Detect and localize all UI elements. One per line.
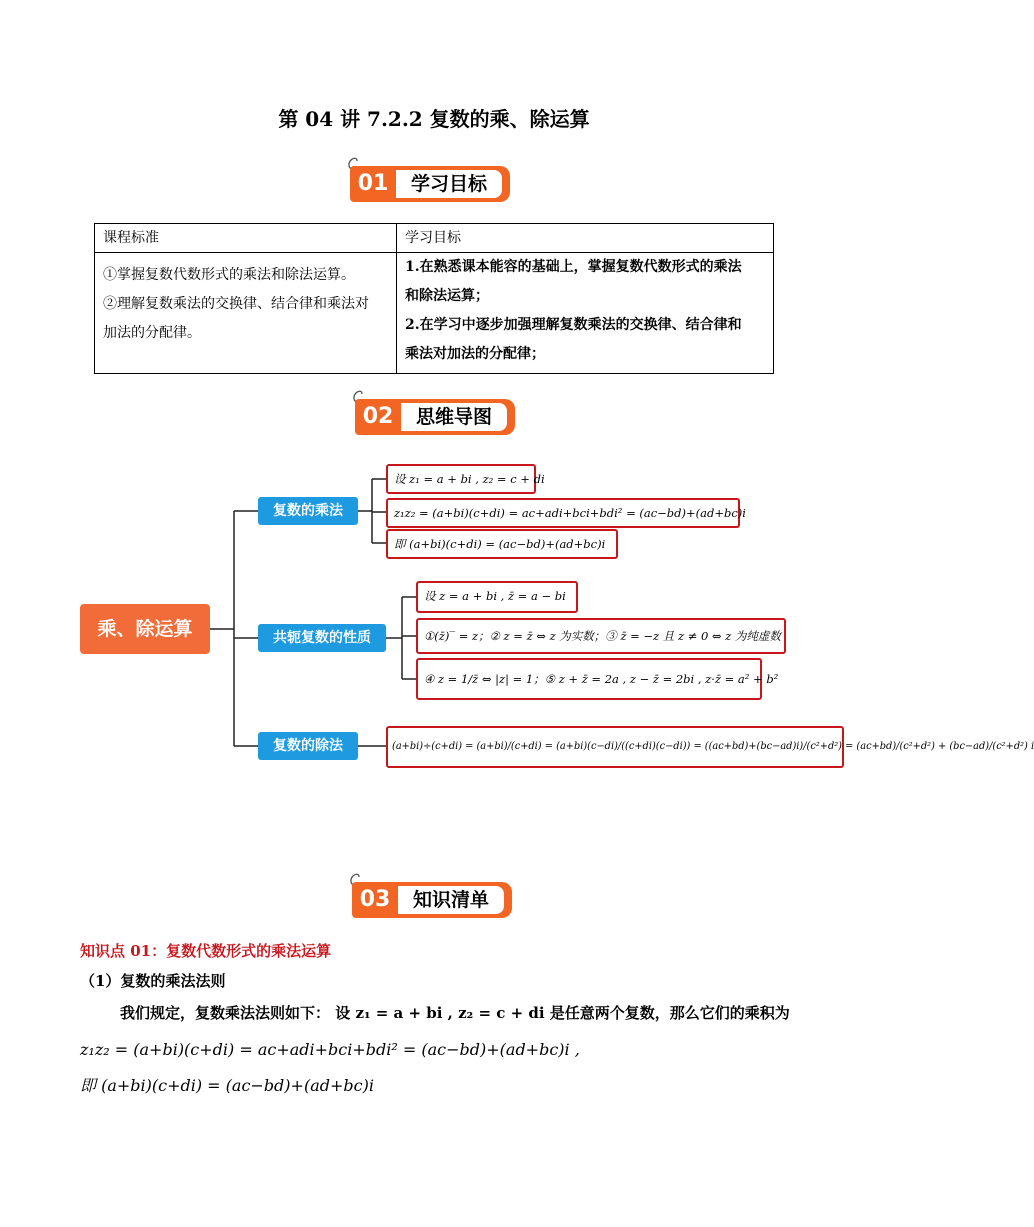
formula-line: z₁z₂ = (a+bi)(c+di) = ac+adi+bci+bdi² = (ac−bd)+(ad+bc)i ,: [80, 1040, 580, 1059]
goals-col2-line: 乘法对加法的分配律；: [405, 346, 545, 362]
section-banner-03: [352, 876, 522, 922]
goals-col2-header: 学习目标: [397, 224, 774, 253]
mindmap-leaf: 设 z = a + bi , z̄ = a − bi: [416, 581, 578, 613]
mindmap-branch-division: 复数的除法: [258, 732, 358, 760]
goals-col1-header: 课程标准: [95, 224, 397, 253]
goals-col2-line: 2.在学习中逐步加强理解复数乘法的交换律、结合律和: [405, 317, 742, 333]
mindmap-branch-conjugate: 共轭复数的性质: [258, 624, 386, 652]
goals-col1-line: 加法的分配律。: [103, 325, 201, 341]
section-number: 03: [352, 882, 398, 918]
formula-line: 即 (a+bi)(c+di) = (ac−bd)+(ad+bc)i: [80, 1076, 374, 1095]
mindmap-leaf: ④ z = 1/z̄ ⇔ |z| = 1；⑤ z + z̄ = 2a , z − z̄ = 2bi , z·z̄ = a² + b²: [416, 658, 762, 700]
section-number: 01: [350, 166, 396, 202]
section-label: 知识清单: [398, 886, 504, 914]
doc-title: 第 04 讲 7.2.2 复数的乘、除运算: [278, 107, 590, 131]
mindmap-leaf: z₁z₂ = (a+bi)(c+di) = ac+adi+bci+bdi² = (ac−bd)+(ad+bc)i: [386, 498, 740, 528]
mindmap-leaf: ①(z̄)‾ = z；② z = z̄ ⇔ z 为实数；③ z̄ = −z 且 z ≠ 0 ⇔ z 为纯虚数: [416, 618, 786, 654]
mindmap-branch-multiplication: 复数的乘法: [258, 497, 358, 525]
mindmap-leaf: (a+bi)÷(c+di) = (a+bi)/(c+di) = (a+bi)(c−di)/((c+di)(c−di)) = ((ac+bd)+(bc−ad)i)/(c²+d²) = (ac+bd)/(c²+d²) + (bc−ad)/(c²+d²) i: [386, 726, 844, 768]
section-label: 学习目标: [396, 170, 502, 198]
goals-col2-line: 和除法运算；: [405, 288, 489, 304]
goals-col1-line: ②理解复数乘法的交换律、结合律和乘法对: [103, 296, 369, 312]
mindmap-leaf: 设 z₁ = a + bi , z₂ = c + di: [386, 464, 536, 494]
section-number: 02: [355, 399, 401, 435]
rule-paragraph: 我们规定，复数乘法法则如下： 设 z₁ = a + bi , z₂ = c + di 是任意两个复数，那么它们的乘积为: [120, 1004, 790, 1022]
mindmap-root: 乘、除运算: [80, 604, 210, 654]
knowledge-point-heading: 知识点 01：复数代数形式的乘法运算: [80, 942, 332, 960]
mindmap-leaf: 即 (a+bi)(c+di) = (ac−bd)+(ad+bc)i: [386, 529, 618, 559]
section-label: 思维导图: [401, 403, 507, 431]
goals-col1-line: ①掌握复数代数形式的乘法和除法运算。: [103, 267, 355, 283]
subsection-heading: （1）复数的乘法法则: [80, 972, 226, 990]
goals-col2-line: 1.在熟悉课本能容的基础上，掌握复数代数形式的乘法: [405, 259, 742, 275]
